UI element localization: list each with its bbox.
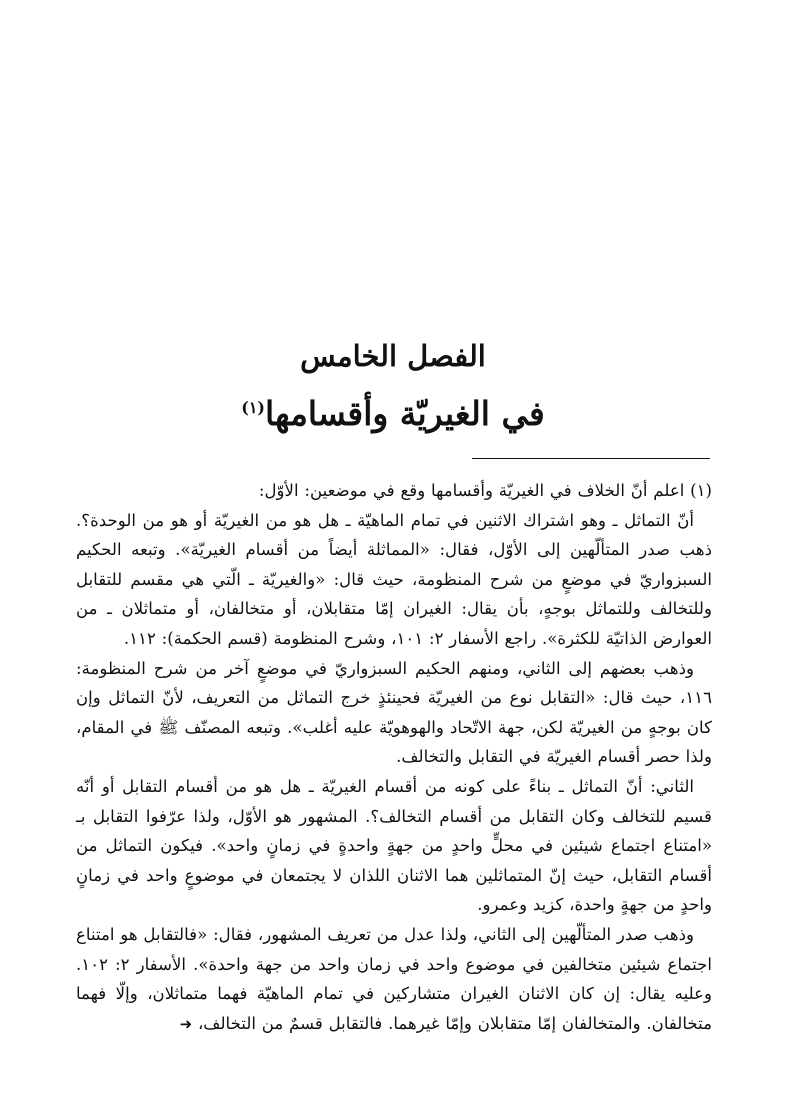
- footnote-paragraph: أنّ التماثل ـ وهو اشتراك الاثنين في تمام الماهيّة ـ هل هو من الغيريّة أو هو من الوحدة؟. ذهب صدر المتألّهين إلى الأوّل، فقال: «المماثلة أيضاً من أقسام الغيريّة». وتبعه الحكيم السبزواريّ في موضعٍ من شرح المنظومة، حيث قال: «والغيريّة ـ الّتي هي مقسم للتقابل وللتخالف وللتماثل بوجهٍ، بأن يقال: الغيران إمّا متقابلان، أو متخالفان، أو متماثلان ـ من العوارض الذاتيّة للكثرة». راجع الأسفار ٢: ١٠١، وشرح المنظومة (قسم الحكمة): ١١٢.: [76, 510, 712, 648]
- footnote-reference[interactable]: (١): [241, 398, 265, 417]
- footnotes-section: [76, 476, 712, 1039]
- footnote-paragraph-text: وذهب صدر المتألّهين إلى الثاني، ولذا عدل من تعريف المشهور، فقال: «فالتقابل هو امتناع اجتماع شيئين متخالفين في موضوع واحد في زمان واحد من جهة واحدة». الأسفار ٢: ١٠٢. وعليه يقال: إن كان الاثنان الغيران متشاركين في تمام الماهيّة فهما متماثلان، وإلّا فهما متخالفان. والمتخالفان إمّا متقابلان وإمّا غيرهما. فالتقابل قسمٌ من التخالف،: [76, 924, 712, 1033]
- chapter-heading: [150, 318, 636, 436]
- footnote-paragraph-last: [76, 920, 712, 1039]
- footnote-paragraph: الثاني: أنّ التماثل ـ بناءً على كونه من أقسام الغيريّة ـ هل هو من أقسام التقابل أو أنّه قسيم للتخالف وكان التقابل من أقسام التخالف؟. المشهور هو الأوّل، ولذا عرّفوا التقابل بـ «امتناع اجتماع شيئين في محلٍّ واحدٍ من جهةٍ واحدةٍ في زمانٍ واحد». فيكون التماثل من أقسام التقابل، حيث إنّ المتماثلين هما الاثنان اللذان لا يجتمعان في موضوعٍ واحد في زمانٍ واحدٍ من جهةٍ واحدة، كزيد وعمرو.: [76, 776, 712, 915]
- chapter-title-text: في الغيريّة وأقسامها: [264, 394, 545, 433]
- continuation-arrow-icon: ➜: [179, 1014, 193, 1033]
- chapter-title: [150, 386, 636, 436]
- footnote-paragraph: وذهب بعضهم إلى الثاني، ومنهم الحكيم السبزواريّ في موضعٍ آخر من شرح المنظومة: ١١٦، حيث قال: «التقابل نوع من الغيريّة فحينئذٍ خرج التماثل من التعريف، لأنّ التماثل وإن كان بوجهٍ من الغيريّة لكن، جهة الاتّحاد والهوهويّة عليه أغلب». وتبعه المصنّف ﷺ في المقام، ولذا حصر أقسام الغيريّة في التقابل والتخالف.: [76, 658, 712, 767]
- chapter-number-title: الفصل الخامس: [300, 339, 486, 373]
- footnote-intro: (١) اعلم أنّ الخلاف في الغيريّة وأقسامها وقع في موضعين: الأوّل:: [258, 481, 712, 500]
- footnote-separator: [472, 458, 710, 459]
